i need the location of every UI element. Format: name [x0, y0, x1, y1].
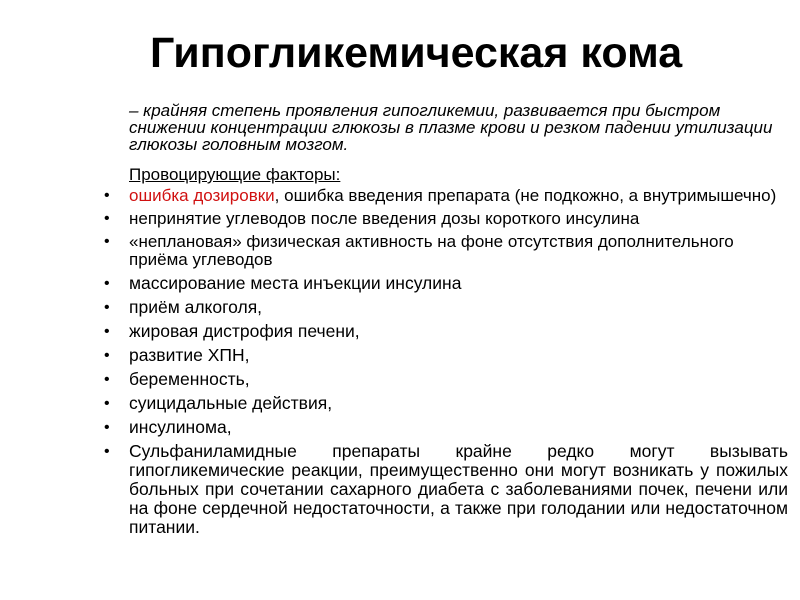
factor-text: инсулинома,	[129, 417, 232, 437]
factor-text: непринятие углеводов после введения дозы короткого инсулина	[129, 209, 640, 228]
factor-text: массирование места инъекции инсулина	[129, 273, 462, 293]
bullet-icon: •	[104, 395, 110, 412]
list-item	[0, 187, 800, 205]
bullet-icon: •	[104, 371, 110, 388]
bullet-icon: •	[104, 443, 110, 460]
list-item	[0, 233, 800, 269]
factors-list	[0, 187, 800, 542]
factor-text: развитие ХПН,	[129, 345, 250, 365]
bullet-icon: •	[104, 299, 110, 316]
factor-text: суицидальные действия,	[129, 393, 333, 413]
bullet-icon: •	[104, 210, 110, 227]
bullet-icon: •	[104, 347, 110, 364]
factors-heading: Провоцирующие факторы:	[129, 165, 341, 184]
factor-text: жировая дистрофия печени,	[129, 321, 360, 341]
list-item	[0, 418, 800, 437]
factor-text: приём алкоголя,	[129, 297, 263, 317]
bullet-icon: •	[104, 187, 110, 204]
definition-text: – крайняя степень проявления гипогликемии, развивается при быстром снижении концентрации глюкозы в плазме крови и резком падении утилизации глюкозы головным мозгом.	[129, 101, 773, 154]
factor-text: , ошибка введения препарата (не подкожно, а внутримышечно)	[274, 186, 777, 205]
list-item	[0, 394, 800, 413]
list-item	[0, 274, 800, 293]
bullet-icon: •	[104, 275, 110, 292]
list-item	[0, 298, 800, 317]
list-item	[0, 322, 800, 341]
bullet-icon: •	[104, 233, 110, 250]
factor-text: Сульфаниламидные препараты крайне редко могут вызывать гипогликемические реакции, преимущественно они могут возникать у пожилых больных при сочетании сахарного диабета с заболеваниями почек, печени или на фоне сердечной недостаточности, а также при голодании или недостаточном питании.	[129, 441, 788, 537]
bullet-icon: •	[104, 323, 110, 340]
list-item	[0, 210, 800, 228]
slide-title: Гипогликемическая кома	[150, 29, 683, 77]
factor-highlight: ошибка дозировки	[129, 186, 275, 205]
factor-text: беременность,	[129, 369, 250, 389]
bullet-icon: •	[104, 419, 110, 436]
list-item	[0, 442, 800, 537]
factor-text: «неплановая» физическая активность на фоне отсутствия дополнительного приёма углеводов	[129, 232, 734, 269]
list-item	[0, 346, 800, 365]
list-item	[0, 370, 800, 389]
